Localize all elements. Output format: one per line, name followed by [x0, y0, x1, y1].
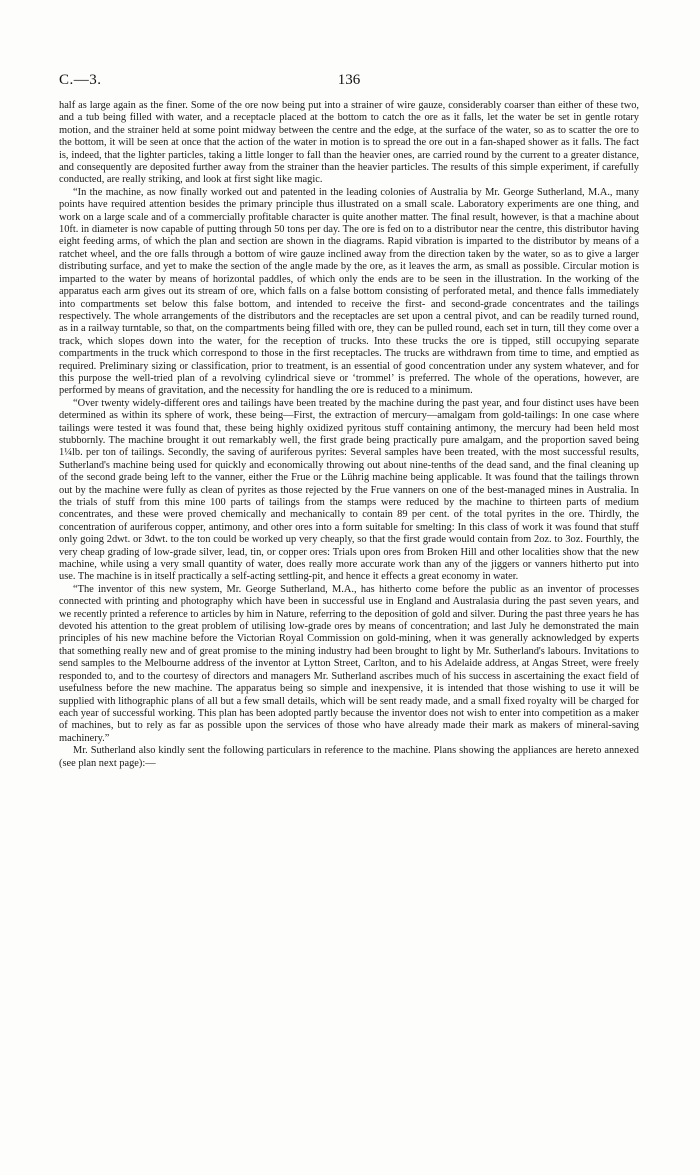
paragraph-ores-treated: “Over twenty widely-different ores and tailings have been treated by the machine during the past year, and four distinct uses have been determined as within its sphere of work, these being—First, the extraction of mercury—amalgam from gold-tailings: In one case where tailings were tested it was found that, these being highly oxidized pyritous stuff containing antimony, the mercury had been held most stubbornly. The machine brought it out remarkably well, the first grade being practically pure amalgam, and the proportion saved being 1¼lb. per ton of tailings. Secondly, the saving of auriferous pyrites: Several samples have been treated, with the most successful results, Sutherland's machine being used for quickly and economically throwing out about nine-tenths of the dead sand, and the final cleaning up of the second grade being left to the vanner, either the Frue or the Lührig machine being applicable. It was found that the tailings thrown out by the machine were fully as clean of pyrites as those rejected by the Frue vanners on one of the best-managed mines in Australia. In the trials of stuff from this mine 100 parts of tailings from the stamps were reduced by the machine to thirteen parts of medium concentrates, and these were proved chemically and mechanically to contain 89 per cent. of the total pyrites in the ore. Thirdly, the concentration of auriferous copper, antimony, and other ores into a form suitable for smelting: In this class of work it was found that stuff only going 2dwt. or 3dwt. to the ton could be worked up very cheaply, so that the first grade would contain from 2oz. to 3oz. Fourthly, the very cheap grading of low-grade silver, lead, tin, or copper ores: Trials upon ores from Broken Hill and other localities show that the new machine, while using a very small quantity of water, does really more accurate work than any of the jiggers or vanners hitherto put into use. The machine is in itself practically a self-acting settling-pit, and hence it effects a great economy in water.: [59, 397, 639, 583]
paragraph-inventor: “The inventor of this new system, Mr. George Sutherland, M.A., has hitherto come before the public as an inventor of processes connected with printing and photography which have been in successful use in England and Australasia during the past seven years, and we recently printed a reference to articles by him in Nature, referring to the deposition of gold and silver. During the past three years he has devoted his attention to the great problem of utilising low-grade ores by means of concentration; and last July he demonstrated the main principles of his new machine before the Victorian Royal Commission on gold-mining, when it was generally acknowledged by experts that something really new and of great promise to the mining industry had been brought to light by Mr. Sutherland's labours. Invitations to send samples to the Melbourne address of the inventor at Lytton Street, Carlton, and to his Adelaide address, at Angas Street, were freely responded to, and to the courtesy of directors and managers Mr. Sutherland ascribes much of his success in ascertaining the exact field of usefulness before the new machine. The apparatus being so simple and inexpensive, it is intended that those wishing to use it will be supplied with lithographic plans of all but a few small details, which will be sent ready made, and a small fixed royalty will be charged for each year of successful working. This plan has been adopted partly because the inventor does not wish to enter into competition as a maker of machines, but to rely as far as possible upon the services of those who have already made their mark as makers of mineral-saving machinery.”: [59, 583, 639, 744]
paragraph-particulars: Mr. Sutherland also kindly sent the following particulars in reference to the machine. Plans showing the appliances are hereto annexed (see plan next page):—: [59, 745, 639, 769]
paragraph-machine-description: “In the machine, as now finally worked out and patented in the leading colonies of Australia by Mr. George Sutherland, M.A., many points have required attention besides the primary principle thus illustrated on a small scale. Laboratory experiments are one thing, and work on a large scale and of a commercially profitable character is quite another matter. The final result, however, is that a machine about 10ft. in diameter is now capable of putting through 50 tons per day. The ore is fed on to a distributor near the centre, this distributor having eight feeding arms, of which the plan and section are shown in the diagrams. Rapid vibration is imparted to the distributor by means of a ratchet wheel, and the ore falls through a bottom of wire gauze inclined away from the direction taken by the water, so as to give a larger distributing surface, and yet to make the section of the angle made by the ore, as it leaves the arm, as small as possible. Circular motion is imparted to the water by means of horizontal paddles, of which only the ends are to be seen in the illustration. In the working of the apparatus each arm gives out its stream of ore, which falls on a false bottom consisting of perforated metal, and thence falls immediately into compartments set below this false bottom, and intended to receive the first- and second-grade concentrates and the tailings respectively. The whole arrangements of the distributors and the receptacles are set upon a central pivot, and can be readily turned round, as in a railway turntable, so that, on the compartments being filled with ore, they can be pulled round, each set in turn, till they come over a track, which slopes down into the water, for the reception of trucks. Into these trucks the ore is tipped, still occupying separate compartments in the truck which correspond to those in the first receptacles. The trucks are withdrawn from time to time, and emptied as required. Preliminary sizing or classification, prior to treatment, is an essential of good concentration under any system whatever, and for this purpose the well-tried plan of a revolving cylindrical sieve or ‘trommel’ is preferred. The whole of the operations, however, are performed by means of gravitation, and the necessity for handling the ore is reduced to a minimum.: [59, 186, 639, 397]
paragraph-continuation: half as large again as the finer. Some of the ore now being put into a strainer of wire gauze, considerably coarser than either of these two, and a tub being filled with water, and a receptacle placed at the bottom to catch the ore as it falls, let the water be set in gentle rotary motion, and the strainer held at some point midway between the centre and the edge, at the surface of the water, so as to scatter the ore to the bottom, it will be seen at once that the action of the water in motion is to spread the ore out in a fan-shaped shower as it falls. The fact is, indeed, that the lighter particles, taking a little longer to fall than the heavier ones, are carried round by the current to a greater distance, and consequently are deposited further away from the strainer than the heavier particles. The results of this simple experiment, if carefully conducted, are really striking, and look at first sight like magic.: [59, 100, 639, 186]
document-reference: C.—3.: [59, 72, 102, 88]
body-text: [59, 100, 639, 770]
page-header: [59, 72, 639, 94]
page-number: 136: [337, 72, 361, 88]
